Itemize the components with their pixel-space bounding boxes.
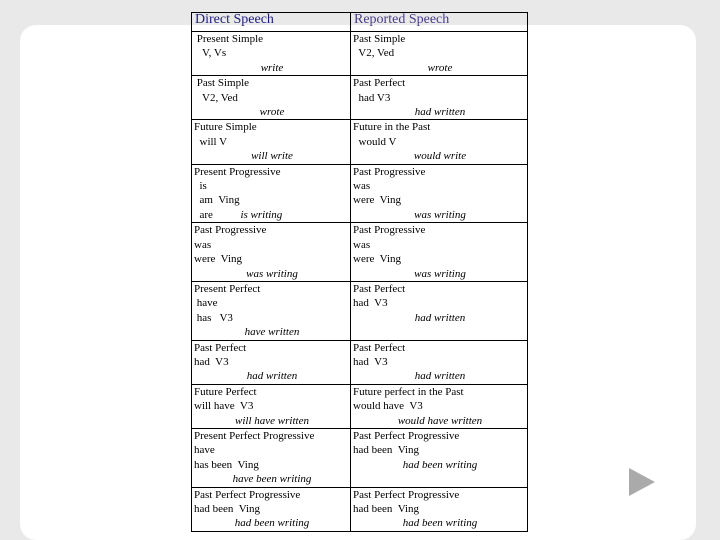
example-verb: was writing (414, 208, 466, 221)
example-verb: was writing (414, 267, 466, 280)
table-row (192, 164, 528, 223)
verb-form: were Ving (353, 194, 402, 207)
example-verb: had written (246, 370, 298, 383)
table-row (192, 384, 528, 428)
example-verb: was writing (246, 267, 298, 280)
verb-form: am Ving (194, 194, 240, 207)
verb-form: had been Ving (194, 503, 261, 515)
verb-form: has been Ving (194, 458, 259, 471)
table-row (192, 32, 528, 76)
direct-speech-cell (192, 340, 351, 384)
example-verb: will have written (235, 414, 309, 427)
tense-name: Present Progressive (194, 165, 281, 178)
reported-speech-cell (351, 120, 528, 164)
example-verb: had written (414, 311, 466, 324)
verb-form: have (194, 444, 215, 457)
verb-form: had been Ving (353, 444, 420, 457)
reported-speech-cell (351, 164, 528, 223)
verb-form-with-example (194, 208, 350, 222)
verb-form: was (353, 180, 371, 193)
tense-name: Past Simple (353, 33, 406, 45)
verb-form: was (194, 238, 212, 251)
direct-speech-cell (192, 120, 351, 164)
example-verb: had written (414, 370, 466, 383)
verb-form: V2, Ved (353, 47, 395, 60)
example-verb: wrote (259, 106, 285, 119)
tense-name: Past Progressive (353, 224, 426, 237)
direct-speech-header: Direct Speech (192, 13, 351, 32)
table-row (192, 340, 528, 384)
table-body (192, 32, 528, 532)
tense-name: Past Progressive (353, 165, 426, 178)
table-row (192, 487, 528, 531)
reported-speech-cell (351, 428, 528, 487)
table-header-row (192, 13, 528, 32)
verb-form: have (194, 297, 218, 310)
example-verb: is writing (212, 208, 283, 221)
table-row (192, 76, 528, 120)
tense-name: Future perfect in the Past (353, 385, 464, 398)
reported-speech-cell (351, 487, 528, 531)
verb-form: V2, Ved (194, 91, 238, 104)
table-row (192, 223, 528, 282)
direct-speech-cell (192, 164, 351, 223)
tense-name: Present Perfect Progressive (194, 429, 315, 442)
example-verb: will write (251, 150, 293, 163)
verb-form: had V3 (353, 355, 388, 368)
verb-form: had been Ving (353, 503, 420, 515)
direct-speech-cell (192, 223, 351, 282)
tense-name: Past Perfect (353, 77, 406, 90)
example-verb: had written (414, 106, 466, 119)
tense-name: Present Perfect (194, 282, 261, 295)
verb-form: would V (353, 135, 397, 148)
example-verb: write (260, 61, 284, 74)
tense-name: Past Perfect Progressive (194, 488, 301, 501)
example-verb: would write (413, 150, 467, 163)
example-verb: had been writing (234, 517, 310, 530)
tense-name: Past Perfect Progressive (353, 429, 460, 442)
example-verb: have written (244, 326, 300, 339)
tense-name: Past Perfect Progressive (353, 488, 460, 501)
direct-speech-cell (192, 384, 351, 428)
reported-speech-cell (351, 281, 528, 340)
table-row (192, 120, 528, 164)
verb-form: will V (194, 135, 228, 148)
verb-form: V, Vs (194, 47, 227, 60)
verb-form: is (194, 180, 207, 193)
tense-table (191, 12, 528, 532)
verb-form: would have V3 (353, 400, 423, 413)
tense-name: Future Simple (194, 121, 257, 134)
reported-speech-header: Reported Speech (351, 13, 528, 32)
tense-name: Past Perfect (194, 341, 247, 354)
table-row (192, 428, 528, 487)
tense-name: Future in the Past (353, 121, 431, 134)
reported-speech-cell (351, 76, 528, 120)
verb-form: has V3 (194, 311, 233, 324)
reported-speech-cell (351, 340, 528, 384)
tense-name: Past Perfect (353, 282, 406, 295)
example-verb: would have written (397, 414, 483, 427)
next-slide-play-icon[interactable] (629, 468, 655, 496)
tense-name: Past Simple (194, 77, 250, 90)
table-row (192, 281, 528, 340)
reported-speech-cell (351, 32, 528, 76)
verb-form: were Ving (194, 253, 243, 266)
tense-name: Future Perfect (194, 385, 257, 398)
example-verb: have been writing (232, 473, 312, 486)
verb-form: was (353, 238, 371, 251)
verb-form: will have V3 (194, 400, 254, 413)
reported-speech-cell (351, 223, 528, 282)
verb-form: had V3 (194, 355, 229, 368)
example-verb: had been writing (402, 517, 478, 530)
direct-speech-cell (192, 281, 351, 340)
tense-name: Past Progressive (194, 224, 267, 237)
example-verb: had been writing (402, 458, 478, 471)
direct-speech-cell (192, 487, 351, 531)
verb-form: had V3 (353, 297, 388, 310)
verb-form: were Ving (353, 253, 402, 266)
tense-name: Past Perfect (353, 341, 406, 354)
reported-speech-cell (351, 384, 528, 428)
direct-speech-cell (192, 32, 351, 76)
direct-speech-cell (192, 428, 351, 487)
direct-speech-cell (192, 76, 351, 120)
example-verb: wrote (427, 61, 453, 74)
verb-form: are (194, 208, 213, 221)
verb-form: had V3 (353, 91, 391, 104)
tense-name: Present Simple (194, 33, 264, 45)
